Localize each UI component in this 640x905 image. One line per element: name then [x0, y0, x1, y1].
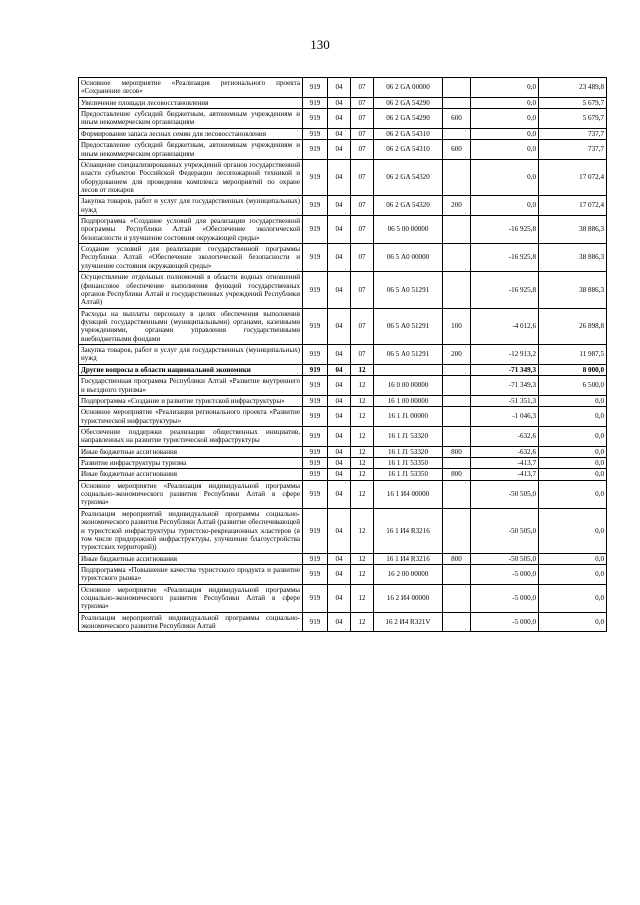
budget-item-name: Основное мероприятие «Реализация регионального проекта «Сохранение лесов»	[79, 78, 303, 98]
amount-total: 0,0	[539, 407, 607, 427]
amount-total: 8 000,0	[539, 364, 607, 375]
ministry-code: 919	[303, 426, 328, 446]
amount-total: 0,0	[539, 584, 607, 612]
subsection-code: 12	[351, 584, 374, 612]
section-code: 04	[328, 216, 351, 244]
budget-item-name: Обеспечение поддержки реализации общественных инициатив, направленных на развитие туристической инфраструктуры	[79, 426, 303, 446]
target-article-code: 16 1 J1 53350	[374, 458, 443, 469]
amount-total: 0,0	[539, 458, 607, 469]
subsection-code: 12	[351, 612, 374, 632]
budget-item-name: Реализация мероприятий индивидуальной программы социально-экономического развития Республики Алтай (развитие обеспечивающей и туристской инфраструктуры туристско-рекреационных кластеров (в том числе придорожной инфраструктуры, улучшение благоустройства туристских территорий))	[79, 508, 303, 553]
section-code: 04	[328, 345, 351, 365]
table-row	[79, 345, 607, 365]
section-code: 04	[328, 584, 351, 612]
expense-type-code	[443, 480, 471, 508]
target-article-code: 06 5 А0 00000	[374, 244, 443, 272]
section-code: 04	[328, 553, 351, 564]
target-article-code: 06 2 GA 00000	[374, 78, 443, 98]
subsection-code: 12	[351, 395, 374, 406]
subsection-code: 12	[351, 364, 374, 375]
budget-table	[78, 77, 607, 632]
ministry-code: 919	[303, 109, 328, 129]
ministry-code: 919	[303, 308, 328, 344]
ministry-code: 919	[303, 458, 328, 469]
amount-change: -632,6	[471, 426, 539, 446]
amount-change: -51 351,3	[471, 395, 539, 406]
section-code: 04	[328, 407, 351, 427]
section-code: 04	[328, 480, 351, 508]
amount-change: 0,0	[471, 109, 539, 129]
subsection-code: 07	[351, 196, 374, 216]
expense-type-code	[443, 407, 471, 427]
table-row	[79, 244, 607, 272]
amount-change: 0,0	[471, 78, 539, 98]
subsection-code: 12	[351, 480, 374, 508]
section-code: 04	[328, 308, 351, 344]
target-article-code: 06 2 GA 54310	[374, 128, 443, 139]
target-article-code: 16 1 00 00000	[374, 395, 443, 406]
subsection-code: 12	[351, 508, 374, 553]
subsection-code: 07	[351, 97, 374, 108]
target-article-code: 16 0 00 00000	[374, 376, 443, 396]
ministry-code: 919	[303, 345, 328, 365]
expense-type-code: 100	[443, 308, 471, 344]
amount-change: -71 349,3	[471, 376, 539, 396]
amount-total: 737,7	[539, 140, 607, 160]
table-row	[79, 553, 607, 564]
target-article-code	[374, 364, 443, 375]
budget-table-body	[79, 78, 607, 632]
section-code: 04	[328, 196, 351, 216]
subsection-code: 12	[351, 446, 374, 457]
target-article-code: 16 1 И4 00000	[374, 480, 443, 508]
target-article-code: 16 1 J1 00000	[374, 407, 443, 427]
section-code: 04	[328, 564, 351, 584]
amount-total: 11 987,5	[539, 345, 607, 365]
amount-change: -5 000,0	[471, 584, 539, 612]
expense-type-code: 600	[443, 140, 471, 160]
target-article-code: 16 1 И4 R3216	[374, 508, 443, 553]
expense-type-code: 600	[443, 109, 471, 129]
expense-type-code	[443, 395, 471, 406]
table-row	[79, 426, 607, 446]
ministry-code: 919	[303, 395, 328, 406]
section-code: 04	[328, 364, 351, 375]
section-code: 04	[328, 508, 351, 553]
subsection-code: 12	[351, 426, 374, 446]
amount-change: -12 913,2	[471, 345, 539, 365]
target-article-code: 16 1 J1 53320	[374, 446, 443, 457]
ministry-code: 919	[303, 140, 328, 160]
budget-item-name: Увеличение площади лесовосстановления	[79, 97, 303, 108]
ministry-code: 919	[303, 196, 328, 216]
amount-change: -50 505,0	[471, 480, 539, 508]
amount-change: 0,0	[471, 159, 539, 195]
subsection-code: 12	[351, 458, 374, 469]
expense-type-code	[443, 78, 471, 98]
expense-type-code: 800	[443, 553, 471, 564]
budget-item-name: Другие вопросы в области национальной экономики	[79, 364, 303, 375]
ministry-code: 919	[303, 216, 328, 244]
subsection-code: 07	[351, 244, 374, 272]
table-row	[79, 446, 607, 457]
target-article-code: 06 2 GA 54320	[374, 196, 443, 216]
subsection-code: 07	[351, 109, 374, 129]
ministry-code: 919	[303, 480, 328, 508]
expense-type-code	[443, 584, 471, 612]
table-row	[79, 97, 607, 108]
amount-change: -4 012,6	[471, 308, 539, 344]
section-code: 04	[328, 469, 351, 480]
ministry-code: 919	[303, 97, 328, 108]
expense-type-code	[443, 272, 471, 308]
table-row	[79, 564, 607, 584]
section-code: 04	[328, 395, 351, 406]
budget-item-name: Расходы на выплаты персоналу в целях обеспечения выполнения функций государственными (муниципальными) органами, казенными учреждениями, органами управления государственными внебюджетными фондами	[79, 308, 303, 344]
section-code: 04	[328, 426, 351, 446]
table-row	[79, 159, 607, 195]
expense-type-code	[443, 97, 471, 108]
section-code: 04	[328, 159, 351, 195]
ministry-code: 919	[303, 553, 328, 564]
section-code: 04	[328, 376, 351, 396]
ministry-code: 919	[303, 446, 328, 457]
budget-item-name: Оснащение специализированных учреждений органов государственной власти субъектов Российской Федерации лесопожарной техникой и оборудованием для проведения комплекса мероприятий по охране лесов от пожаров	[79, 159, 303, 195]
expense-type-code	[443, 508, 471, 553]
amount-total: 0,0	[539, 426, 607, 446]
amount-change: 0,0	[471, 140, 539, 160]
amount-change: -16 925,8	[471, 216, 539, 244]
amount-change: -413,7	[471, 469, 539, 480]
budget-item-name: Создание условий для реализации государственной программы Республики Алтай «Обеспечение экологической безопасности и улучшение состояния окружающей среды»	[79, 244, 303, 272]
ministry-code: 919	[303, 272, 328, 308]
target-article-code: 06 5 А0 51291	[374, 308, 443, 344]
target-article-code: 16 2 И4 R321V	[374, 612, 443, 632]
amount-total: 0,0	[539, 446, 607, 457]
table-row	[79, 109, 607, 129]
ministry-code: 919	[303, 244, 328, 272]
amount-change: 0,0	[471, 128, 539, 139]
target-article-code: 16 1 И4 R3216	[374, 553, 443, 564]
amount-total: 0,0	[539, 395, 607, 406]
table-row	[79, 376, 607, 396]
target-article-code: 06 5 А0 51291	[374, 345, 443, 365]
amount-total: 0,0	[539, 612, 607, 632]
amount-total: 17 072,4	[539, 159, 607, 195]
budget-item-name: Подпрограмма «Повышение качества туристского продукта и развитие туристского рынка»	[79, 564, 303, 584]
budget-item-name: Государственная программа Республики Алтай «Развитие внутреннего и въездного туризма»	[79, 376, 303, 396]
table-row	[79, 612, 607, 632]
amount-total: 17 072,4	[539, 196, 607, 216]
amount-total: 737,7	[539, 128, 607, 139]
table-row	[79, 128, 607, 139]
subsection-code: 07	[351, 216, 374, 244]
budget-item-name: Предоставление субсидий бюджетным, автономным учреждениям и иным некоммерческим организациям	[79, 109, 303, 129]
table-row	[79, 140, 607, 160]
subsection-code: 07	[351, 345, 374, 365]
expense-type-code: 800	[443, 446, 471, 457]
table-row	[79, 458, 607, 469]
target-article-code: 06 2 GA 54310	[374, 140, 443, 160]
subsection-code: 12	[351, 376, 374, 396]
amount-change: -71 349,3	[471, 364, 539, 375]
budget-item-name: Реализация мероприятий индивидуальной программы социально-экономического развития Республики Алтай	[79, 612, 303, 632]
page-number: 130	[310, 37, 330, 52]
subsection-code: 07	[351, 140, 374, 160]
amount-total: 0,0	[539, 480, 607, 508]
expense-type-code: 200	[443, 196, 471, 216]
section-code: 04	[328, 140, 351, 160]
expense-type-code	[443, 458, 471, 469]
subsection-code: 07	[351, 272, 374, 308]
section-code: 04	[328, 78, 351, 98]
amount-total: 0,0	[539, 469, 607, 480]
expense-type-code	[443, 128, 471, 139]
table-row	[79, 584, 607, 612]
expense-type-code: 200	[443, 345, 471, 365]
amount-change: -50 505,0	[471, 553, 539, 564]
budget-item-name: Иные бюджетные ассигнования	[79, 446, 303, 457]
subsection-code: 07	[351, 78, 374, 98]
amount-total: 5 679,7	[539, 97, 607, 108]
section-code: 04	[328, 128, 351, 139]
section-code: 04	[328, 458, 351, 469]
ministry-code: 919	[303, 128, 328, 139]
table-row	[79, 364, 607, 375]
amount-change: -16 925,8	[471, 272, 539, 308]
amount-total: 0,0	[539, 508, 607, 553]
budget-item-name: Подпрограмма «Создание условий для реализации государственной программы Республики Алтай «Обеспечение экологической безопасности и улучшение состояния окружающей среды»	[79, 216, 303, 244]
ministry-code: 919	[303, 376, 328, 396]
subsection-code: 07	[351, 128, 374, 139]
amount-total: 5 679,7	[539, 109, 607, 129]
amount-change: 0,0	[471, 97, 539, 108]
ministry-code: 919	[303, 159, 328, 195]
amount-total: 38 886,3	[539, 216, 607, 244]
section-code: 04	[328, 612, 351, 632]
budget-item-name: Основное мероприятие «Реализация индивидуальной программы социально-экономического развития Республики Алтай в сфере туризма»	[79, 584, 303, 612]
amount-total: 23 489,8	[539, 78, 607, 98]
target-article-code: 06 5 00 00000	[374, 216, 443, 244]
budget-item-name: Иные бюджетные ассигнования	[79, 553, 303, 564]
expense-type-code: 800	[443, 469, 471, 480]
budget-item-name: Закупка товаров, работ и услуг для государственных (муниципальных) нужд	[79, 345, 303, 365]
ministry-code: 919	[303, 564, 328, 584]
target-article-code: 06 2 GA 54320	[374, 159, 443, 195]
table-row	[79, 469, 607, 480]
subsection-code: 12	[351, 407, 374, 427]
budget-item-name: Подпрограмма «Создание и развитие туристской инфраструктуры»	[79, 395, 303, 406]
target-article-code: 16 2 И4 00000	[374, 584, 443, 612]
ministry-code: 919	[303, 508, 328, 553]
ministry-code: 919	[303, 584, 328, 612]
table-row	[79, 308, 607, 344]
subsection-code: 12	[351, 553, 374, 564]
budget-item-name: Иные бюджетные ассигнования	[79, 469, 303, 480]
budget-item-name: Основное мероприятие «Реализация регионального проекта «Развитие туристической инфраструктуры»	[79, 407, 303, 427]
budget-item-name: Закупка товаров, работ и услуг для государственных (муниципальных) нужд	[79, 196, 303, 216]
amount-change: -5 000,0	[471, 612, 539, 632]
subsection-code: 07	[351, 159, 374, 195]
expense-type-code	[443, 564, 471, 584]
expense-type-code	[443, 364, 471, 375]
table-row	[79, 78, 607, 98]
table-row	[79, 407, 607, 427]
subsection-code: 12	[351, 469, 374, 480]
ministry-code: 919	[303, 612, 328, 632]
amount-total: 0,0	[539, 553, 607, 564]
amount-total: 38 886,3	[539, 244, 607, 272]
budget-item-name: Формирование запаса лесных семян для лесовосстановления	[79, 128, 303, 139]
target-article-code: 06 5 А0 51291	[374, 272, 443, 308]
amount-change: -50 505,0	[471, 508, 539, 553]
amount-total: 26 898,8	[539, 308, 607, 344]
budget-item-name: Основное мероприятие «Реализация индивидуальной программы социально-экономического развития Республики Алтай в сфере туризма»	[79, 480, 303, 508]
amount-change: 0,0	[471, 196, 539, 216]
amount-change: -1 046,3	[471, 407, 539, 427]
budget-item-name: Предоставление субсидий бюджетным, автономным учреждениям и иным некоммерческим организациям	[79, 140, 303, 160]
section-code: 04	[328, 272, 351, 308]
expense-type-code	[443, 612, 471, 632]
expense-type-code	[443, 376, 471, 396]
expense-type-code	[443, 426, 471, 446]
amount-change: -413,7	[471, 458, 539, 469]
amount-total: 38 886,3	[539, 272, 607, 308]
amount-total: 0,0	[539, 564, 607, 584]
table-row	[79, 508, 607, 553]
subsection-code: 07	[351, 308, 374, 344]
budget-item-name: Осуществление отдельных полномочий в области водных отношений (финансовое обеспечение выполнения функций государственных органов Республики Алтай и государственных учреждений Республики Алтай)	[79, 272, 303, 308]
table-row	[79, 216, 607, 244]
section-code: 04	[328, 109, 351, 129]
ministry-code: 919	[303, 469, 328, 480]
expense-type-code	[443, 244, 471, 272]
ministry-code: 919	[303, 407, 328, 427]
target-article-code: 06 2 GA 54290	[374, 97, 443, 108]
expense-type-code	[443, 216, 471, 244]
table-row	[79, 395, 607, 406]
amount-change: -5 000,0	[471, 564, 539, 584]
expense-type-code	[443, 159, 471, 195]
ministry-code: 919	[303, 364, 328, 375]
target-article-code: 16 1 J1 53320	[374, 426, 443, 446]
target-article-code: 16 2 00 00000	[374, 564, 443, 584]
amount-total: 6 500,0	[539, 376, 607, 396]
amount-change: -632,6	[471, 446, 539, 457]
section-code: 04	[328, 446, 351, 457]
section-code: 04	[328, 97, 351, 108]
section-code: 04	[328, 244, 351, 272]
target-article-code: 16 1 J1 53350	[374, 469, 443, 480]
target-article-code: 06 2 GA 54290	[374, 109, 443, 129]
table-row	[79, 480, 607, 508]
table-row	[79, 272, 607, 308]
amount-change: -16 925,8	[471, 244, 539, 272]
table-row	[79, 196, 607, 216]
ministry-code: 919	[303, 78, 328, 98]
subsection-code: 12	[351, 564, 374, 584]
budget-item-name: Развитие инфраструктуры туризма	[79, 458, 303, 469]
